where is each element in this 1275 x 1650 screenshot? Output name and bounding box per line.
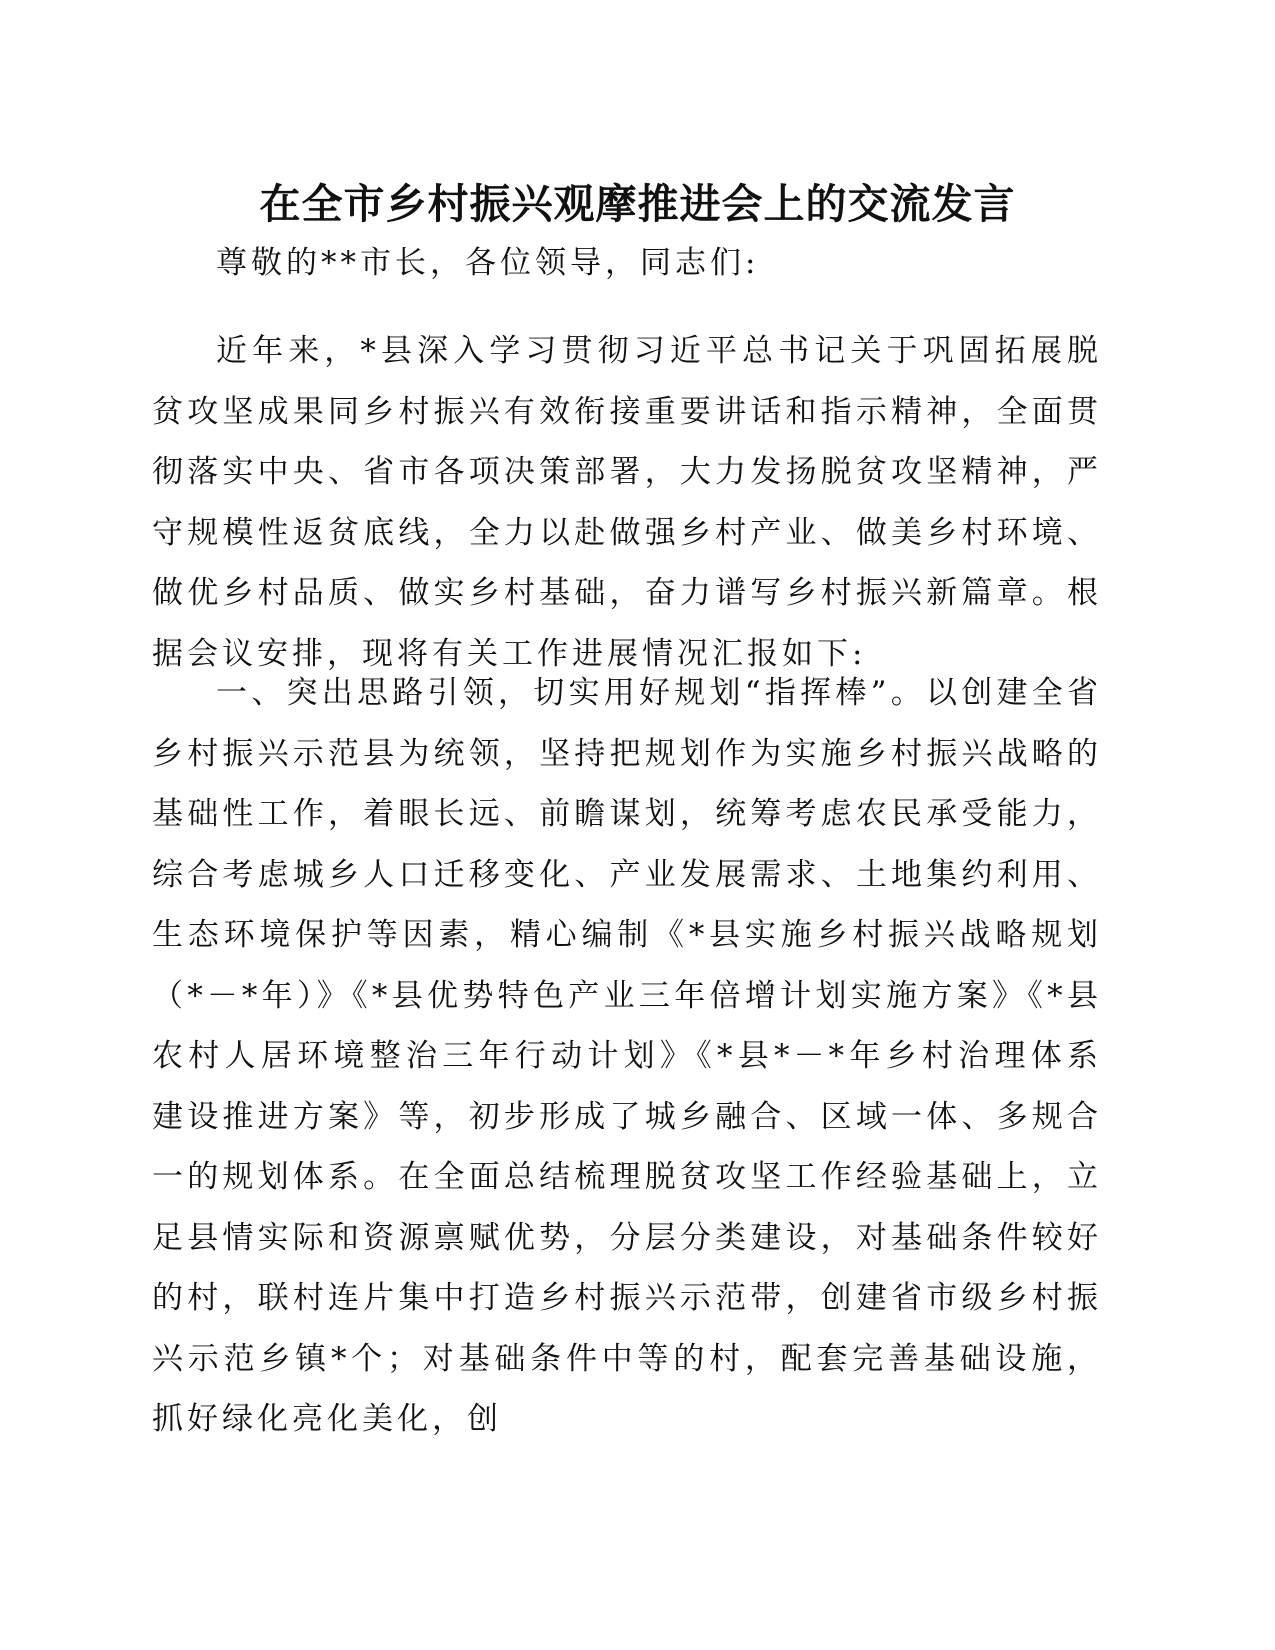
document-title: 在全市乡村振兴观摩推进会上的交流发言 bbox=[259, 180, 1016, 228]
paragraph-intro: 近年来，*县深入学习贯彻习近平总书记关于巩固拓展脱贫攻坚成果同乡村振兴有效衔接重要讲话和指示精神，全面贯彻落实中央、省市各项决策部署，大力发扬脱贫攻坚精神，严守规模性返贫底线，全力以赴做强乡村产业、做美乡村环境、做优乡村品质、做实乡村基础，奋力谱写乡村振兴新篇章。根据会议安排，现将有关工作进展情况汇报如下: bbox=[152, 333, 1102, 672]
salutation: 尊敬的**市长，各位领导，同志们: bbox=[216, 245, 760, 281]
paragraph-section-one: 一、突出思路引领，切实用好规划“指挥棒”。以创建全省乡村振兴示范县为统领，坚持把规划作为实施乡村振兴战略的基础性工作，着眼长远、前瞻谋划，统筹考虑农民承受能力，综合考虑城乡人口迁移变化、产业发展需求、土地集约利用、生态环境保护等因素，精心编制《*县实施乡村振兴战略规划（*－*年）》《*县优势特色产业三年倍增计划实施方案》《*县农村人居环境整治三年行动计划》《*县*－*年乡村治理体系建设推进方案》等，初步形成了城乡融合、区域一体、多规合一的规划体系。在全面总结梳理脱贫攻坚工作经验基础上，立足县情实际和资源禀赋优势，分层分类建设，对基础条件较好的村，联村连片集中打造乡村振兴示范带，创建省市级乡村振兴示范乡镇*个；对基础条件中等的村，配套完善基础设施，抓好绿化亮化美化，创 bbox=[152, 675, 1102, 1437]
